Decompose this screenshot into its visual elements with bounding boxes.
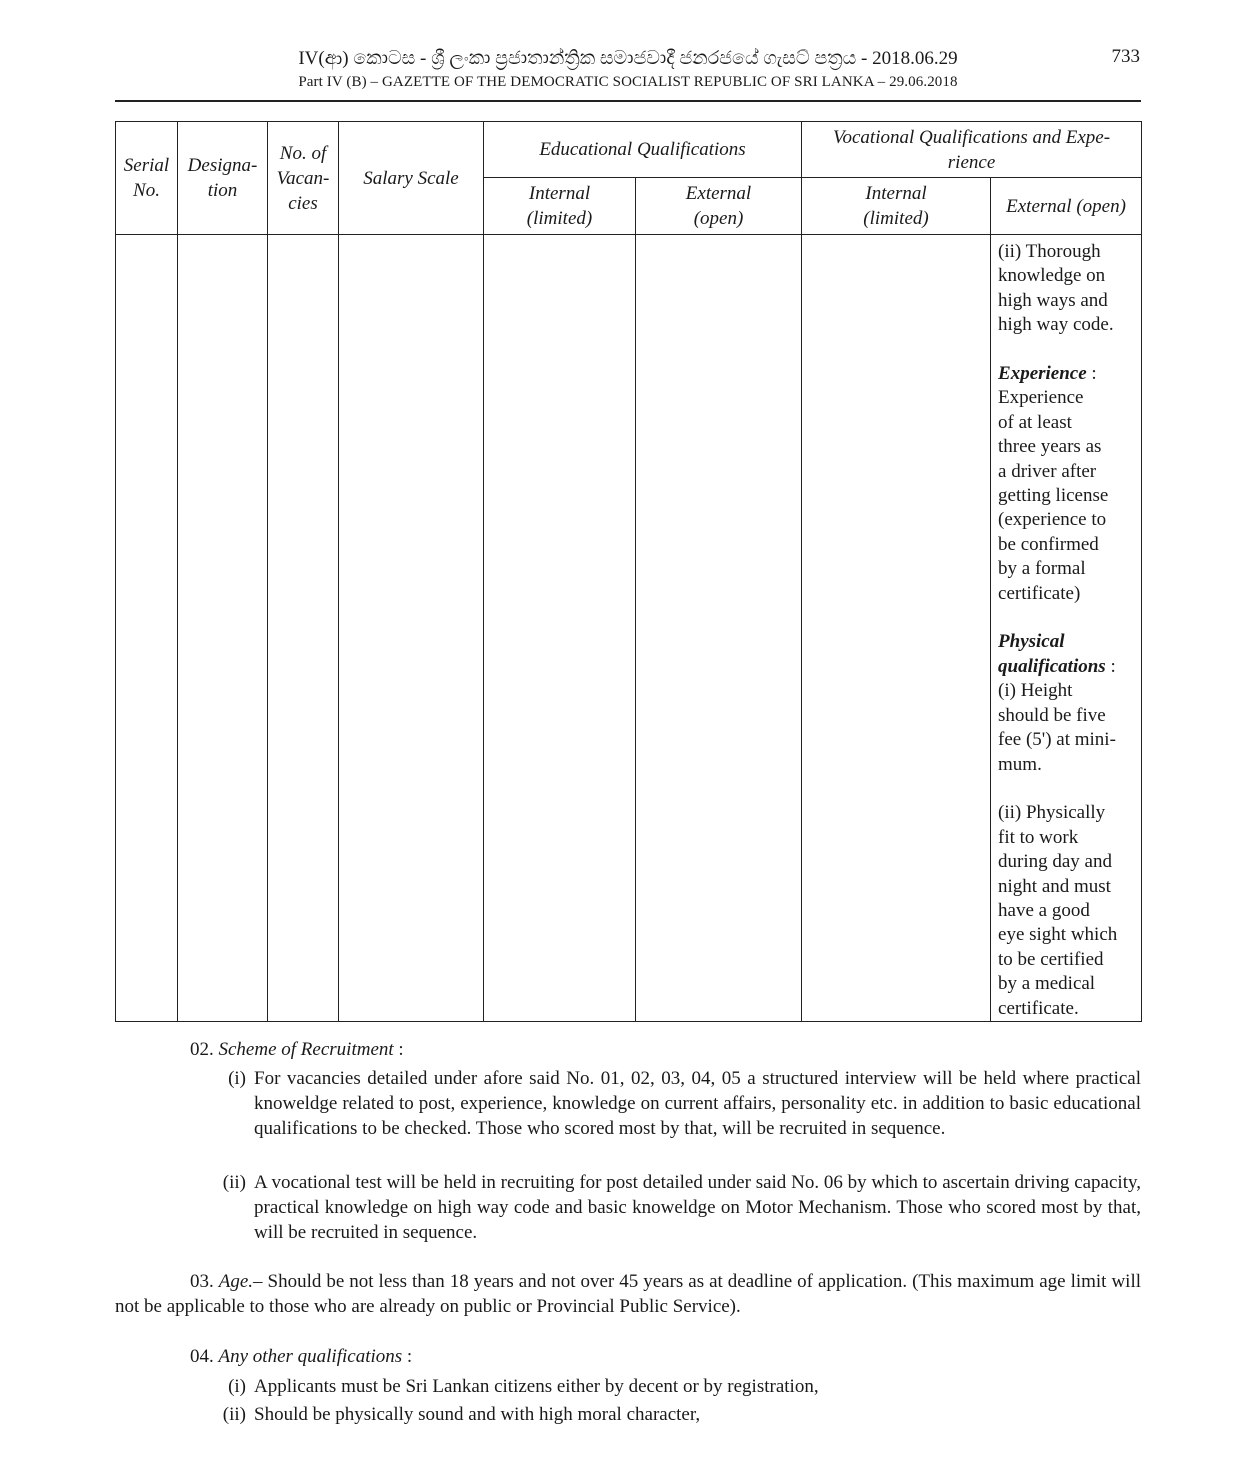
cell-voc-external [991, 235, 1142, 1022]
header-sinhala-line: IV(ආ) කොටස - ශ්‍රී ලංකා ප්‍රජාතාන්ත්‍රික සමාජවාදී ජනරජයේ ගැසට් පත්‍රය - 2018.06.29 [298, 48, 958, 69]
section-03-age: 03. Age.– Should be not less than 18 years and not over 45 years as at deadline of application. (This maximum age limit will not be applicable to those who are already on public or Provincial Public Service). [115, 1271, 1142, 1317]
header-serial-no: Serial No. [116, 122, 178, 235]
header-edu-internal: Internal (limited) [484, 178, 636, 235]
header-edu-external: External (open) [636, 178, 802, 235]
header-english-line: Part IV (B) – GAZETTE OF THE DEMOCRATIC SOCIALIST REPUBLIC OF SRI LANKA – 29.06.2018 [298, 74, 958, 90]
physically-fit-text: (ii) Physically fit to work during day and night and must have a good eye sight which to be certified by a medical certificate. [998, 802, 1118, 1019]
cell-serial-no [116, 235, 178, 1022]
cell-vacancies [268, 235, 339, 1022]
section-04-item-2: (ii) Should be physically sound and with high moral character, [222, 1404, 701, 1425]
section-02-item-2: (ii) A vocational test will be held in recruiting for post detailed under said No. 06 by which to ascertain driving capacity, practical knowledge on high way code and basic knoweldge on Motor Mechanism. Those who scored most by that, will be recruited in sequence. [222, 1172, 1141, 1243]
cell-edu-internal [484, 235, 636, 1022]
experience-text: Experience : Experience of at least three years as a driver after getting license (experience to be confirmed by a formal certificate) [998, 363, 1109, 604]
qualifications-table [115, 121, 1142, 1022]
physical-qualifications-text: Physical qualifications : (i) Height should be five fee (5') at mini- mum. [998, 631, 1116, 775]
section-04-title: 04. Any other qualifications : [190, 1346, 413, 1367]
section-02-item-1: (i) For vacancies detailed under afore said No. 01, 02, 03, 04, 05 a structured interview will be held where practical knoweldge related to post, experience, knowledge on current affairs, personality etc. in addition to basic educational qualifications to be checked. Those who scored most by that, will be recruited in sequence. [228, 1068, 1141, 1139]
cell-designation [178, 235, 268, 1022]
cell-salary-scale [339, 235, 484, 1022]
cell-edu-external [636, 235, 802, 1022]
section-04-item-1: (i) Applicants must be Sri Lankan citizens either by decent or by registration, [228, 1376, 819, 1397]
header-salary-scale: Salary Scale [339, 122, 484, 235]
header-designation: Designa- tion [178, 122, 268, 235]
header-educational-qualifications: Educational Qualifications [484, 122, 802, 178]
highway-knowledge-text: (ii) Thorough knowledge on high ways and high way code. [998, 241, 1114, 336]
cell-voc-internal [802, 235, 991, 1022]
header-voc-external: External (open) [991, 178, 1142, 235]
header-no-of-vacancies: No. of Vacan- cies [268, 122, 339, 235]
header-voc-internal: Internal (limited) [802, 178, 991, 235]
header-rule [115, 100, 1141, 102]
section-02-title: 02. Scheme of Recruitment : [190, 1039, 404, 1060]
header-vocational-qualifications: Vocational Qualifications and Expe- rience [802, 122, 1142, 178]
page-number: 733 [1111, 46, 1140, 67]
gazette-header [115, 46, 1141, 92]
